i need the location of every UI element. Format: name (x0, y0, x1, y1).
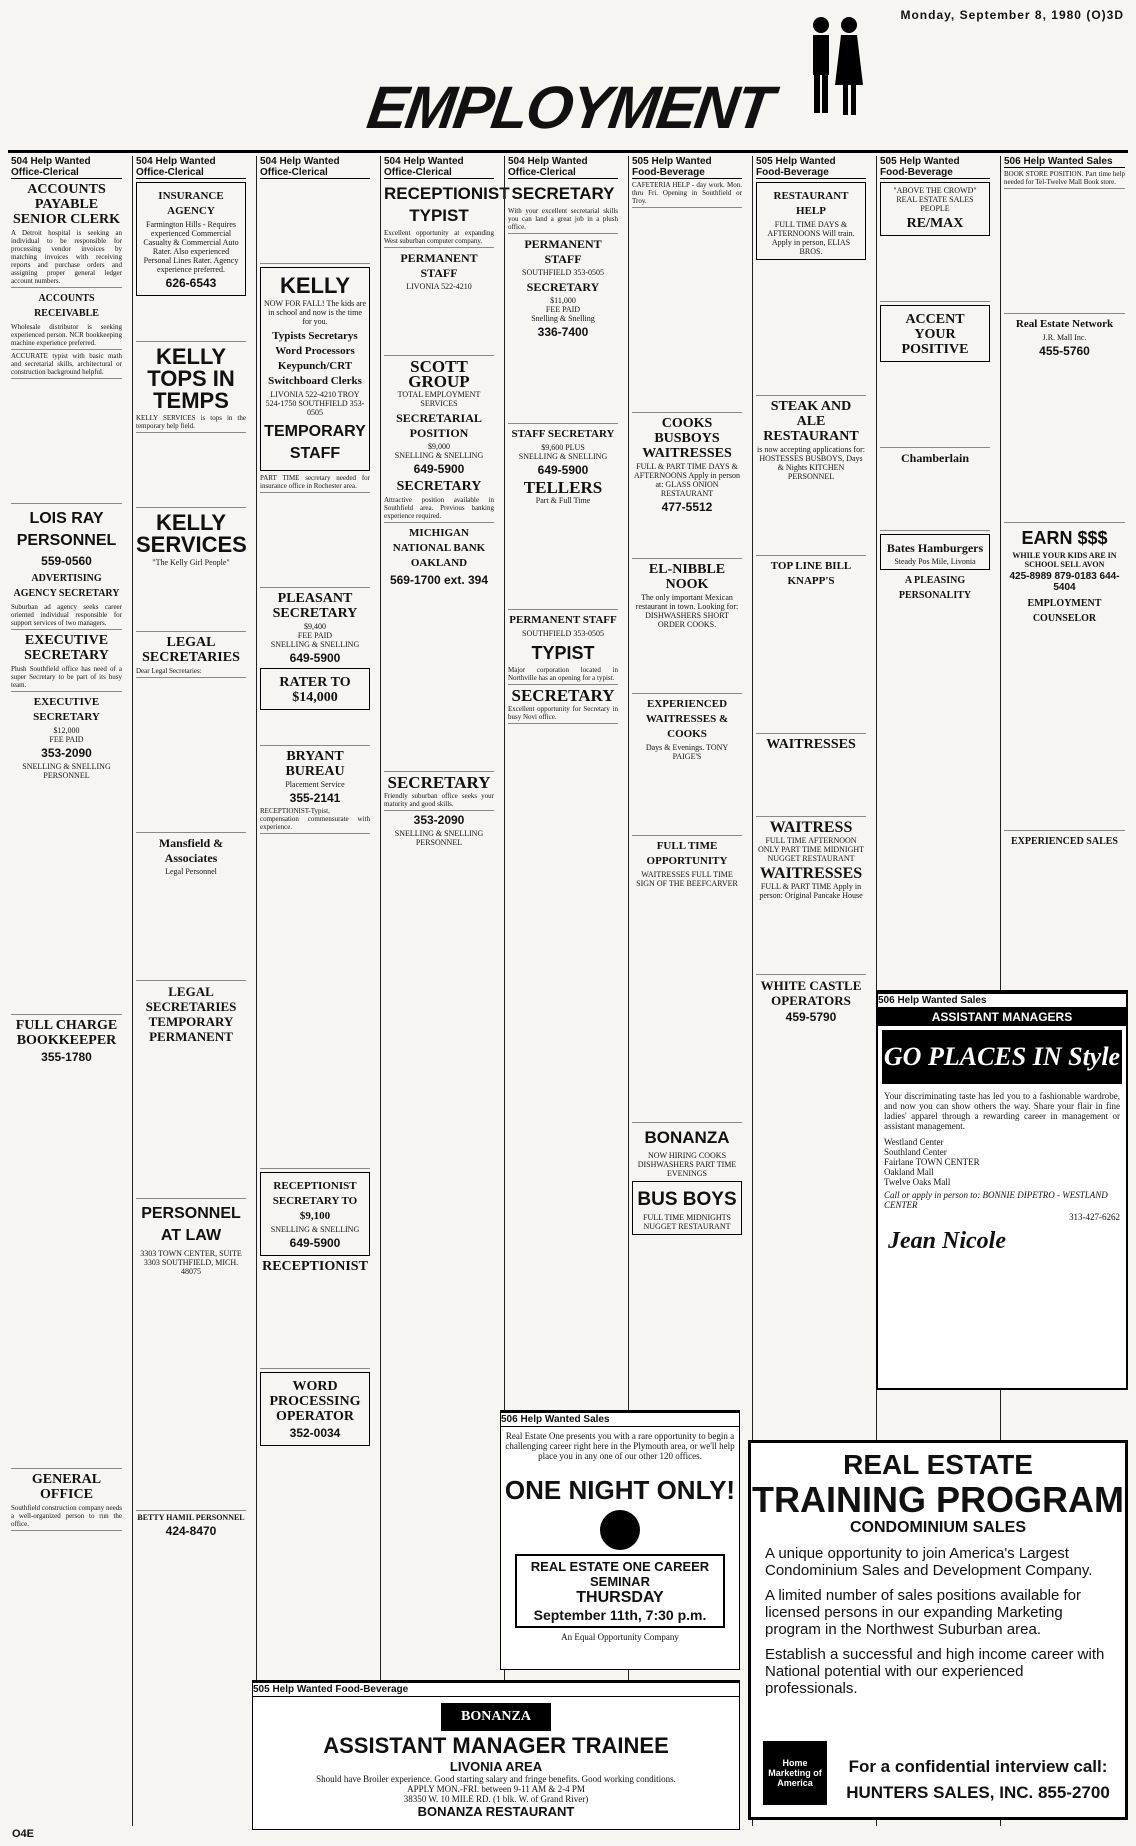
bonanza-logo: BONANZA (441, 1703, 551, 1731)
ad-body: NOW HIRING COOKS DISHWASHERS PART TIME EVENINGS (637, 1151, 737, 1178)
ad-title: KELLY TOPS IN TEMPS (147, 344, 235, 413)
ad-title: RESTAURANT HELP (773, 190, 849, 217)
ad-title: RECEPTIONIST (262, 1259, 368, 1274)
ad-body: LIVONIA 522-4210 TROY 524-1750 SOUTHFIELD 353-0505 (265, 390, 365, 417)
ad-title: SCOTT GROUP (408, 357, 470, 391)
column-heading: 505 Help Wanted Food-Beverage (880, 156, 990, 179)
ad-phone: 649-5900 (289, 1236, 341, 1250)
section-heading: 506 Help Wanted Sales (878, 992, 1126, 1008)
ad-title: SECRETARY (387, 773, 491, 792)
ad-phone: 353-2090 (413, 813, 465, 827)
ad-title: Bates Hamburgers (886, 541, 984, 555)
ad-body: Suburban ad agency seeks career oriented individual responsible for support services of two managers. (11, 603, 122, 630)
ad-title: SECRETARY (511, 686, 615, 705)
ad-phone: 649-5900 (289, 651, 341, 665)
ad-salary: $9,000 (428, 442, 450, 451)
column-heading: 504 Help Wanted Office-Clerical (11, 156, 122, 179)
ad-body: BETTY HAMIL PERSONNEL (137, 1513, 245, 1522)
ad-phone: 477-5512 (661, 500, 713, 514)
column-2 (132, 156, 249, 1826)
ad-phone: 352-0034 (289, 1426, 341, 1440)
ad-body: Excellent opportunity for Secretary in busy Novi office. (508, 705, 618, 724)
ad-title: PERMANENT STAFF (400, 251, 478, 280)
ad-title: PERMANENT STAFF (524, 237, 602, 266)
column-heading: 504 Help Wanted Office-Clerical (508, 156, 618, 179)
ad-title: FULL CHARGE BOOKKEEPER (15, 1018, 118, 1048)
masthead (360, 70, 780, 144)
ad-body: FULL & PART TIME DAYS & AFTERNOONS Apply in person at: GLASS ONION RESTAURANT (633, 462, 740, 498)
ad-title: ACCENT YOUR POSITIVE (901, 312, 969, 357)
ad-salary: $12,000 (53, 726, 80, 735)
ad-body: ACCURATE typist with basic math and secretarial skills, architectural or construction background helpful. (11, 352, 122, 379)
ad-body: SOUTHFIELD 353-0505 (522, 268, 604, 277)
ad-title: RECEPTIONIST TYPIST (384, 184, 510, 225)
ad-title: PERSONNEL AT LAW (141, 1205, 241, 1244)
ad-body: Plush Southfield office has need of a super Secretary to be part of its busy team. (11, 665, 122, 692)
ad-title: EMPLOYMENT COUNSELOR (1027, 598, 1102, 624)
ad-salary: $9,400 (304, 622, 326, 631)
location-item: Twelve Oaks Mall (884, 1177, 951, 1187)
ad-address: 38350 W. 10 MILE RD. (1 blk. W. of Grand River) (403, 1794, 589, 1804)
ad-title: MICHIGAN NATIONAL BANK OAKLAND (392, 527, 486, 569)
ad-title: LEGAL SECRETARIES (142, 635, 240, 665)
ad-body: PART TIME secretary needed for insurance office in Rochester area. (260, 474, 370, 493)
ad-title: BRYANT BUREAU (285, 749, 345, 779)
ad-headline: ASSISTANT MANAGERS (878, 1008, 1126, 1026)
ad-body: FULL TIME AFTERNOON ONLY PART TIME MIDNIGHT NUGGET RESTAURANT (757, 836, 865, 863)
ad-body (11, 381, 122, 504)
column-heading: 504 Help Wanted Office-Clerical (136, 156, 246, 179)
ad-phone: 336-7400 (537, 325, 589, 339)
edition-text: (O)3D (1086, 8, 1124, 22)
location-item: Southland Center (884, 1147, 947, 1157)
ad-body: Dear Legal Secretaries: (136, 667, 246, 678)
ad-body: Farmington Hills - Requires experienced Commercial Casualty & Commercial Auto Rater. Also experienced Personal Lines Rater. Agency experience preferred. (143, 220, 239, 274)
ad-title: BUS BOYS (637, 1189, 737, 1210)
ad-title: TRAINING PROGRAM (752, 1479, 1124, 1520)
ad-body: Your discriminating taste has led you to a fashionable wardrobe, and now you can show others the way. Share your flair in fine ladies' apparel through a rewarding career in management or assistant management. (884, 1091, 1120, 1131)
ad-phone: 455-5760 (1039, 344, 1090, 358)
ad-body: Should have Broiler experience. Good starting salary and fringe benefits. Good working conditions. (316, 1774, 676, 1784)
ad-contact: Call or apply in person to: BONNIE DIPETRO - WESTLAND CENTER (884, 1190, 1108, 1210)
real-estate-one-logo (600, 1510, 640, 1550)
column-heading: 505 Help Wanted Food-Beverage (756, 156, 866, 179)
ad-title: GENERAL OFFICE (31, 1472, 102, 1502)
page-code: O4E (12, 1828, 35, 1840)
ad-title: ASSISTANT MANAGER TRAINEE (323, 1733, 669, 1758)
location-item: Westland Center (884, 1137, 944, 1147)
ad-body: Major corporation located in Northville has an opening for a typist. (508, 666, 618, 685)
ad-title: A PLEASING PERSONALITY (898, 575, 972, 601)
ad-title: FULL TIME OPPORTUNITY (646, 840, 728, 867)
column-heading: 505 Help Wanted Food-Beverage (632, 156, 742, 179)
ad-title: KELLY SERVICES (136, 510, 247, 557)
ad-agency: SNELLING & SNELLING (518, 452, 608, 461)
ad-salary: $11,000 (550, 296, 576, 305)
ad-title: TOP LINE BILL KNAPP'S (770, 560, 852, 587)
ad-agency: SNELLING & SNELLING (270, 1225, 360, 1234)
ad-title: LOIS RAY PERSONNEL (16, 510, 117, 549)
ad-title: TELLERS (523, 478, 603, 497)
ad-title: WAITRESSES (759, 865, 863, 882)
real-estate-one-ad (500, 1410, 740, 1670)
ad-title: EXPERIENCED SALES (1011, 836, 1118, 847)
ad-body: TOTAL EMPLOYMENT SERVICES (397, 390, 481, 408)
ad-title: Typists Secretarys Word Processors Keypunch/CRT Switchboard Clerks (268, 330, 362, 387)
masthead-rule (8, 150, 1128, 153)
ad-title: WAITRESS (769, 819, 853, 836)
ad-title: PERMANENT STAFF (509, 614, 617, 626)
ad-note: Placement Service (285, 780, 345, 789)
ad-body: WAITRESSES FULL TIME SIGN OF THE BEEFCARVER (636, 870, 738, 888)
ad-body: J.R. Mall Inc. (1042, 333, 1087, 342)
ad-title: INSURANCE AGENCY (158, 190, 224, 217)
column-heading: 506 Help Wanted Sales (1004, 156, 1125, 168)
ad-title: ACCOUNTS PAYABLE SENIOR CLERK (13, 182, 120, 227)
ad-body: SOUTHFIELD 353-0505 (522, 629, 604, 638)
ad-body: RECEPTIONIST-Typist, compensation commensurate with experience. (260, 807, 370, 834)
ad-body: FULL TIME MIDNIGHTS NUGGET RESTAURANT (643, 1213, 731, 1231)
ad-title: STAFF SECRETARY (511, 428, 615, 440)
section-heading: 506 Help Wanted Sales (501, 1411, 739, 1427)
home-marketing-logo: Home Marketing of America (763, 1741, 827, 1805)
store-logo: Jean Nicole (888, 1228, 1006, 1254)
ad-phone: 649-5900 (413, 462, 465, 476)
ad-title: WAITRESSES (766, 737, 856, 752)
column-heading: 504 Help Wanted Office-Clerical (260, 156, 370, 179)
ad-title: RECEPTIONIST SECRETARY TO $9,100 (272, 1180, 358, 1222)
ad-headline: ONE NIGHT ONLY! (504, 1475, 736, 1505)
ad-body: FULL & PART TIME Apply in person: Original Pancake House (759, 882, 863, 900)
ad-note: FEE PAID (545, 305, 581, 314)
date-line (900, 8, 1124, 22)
ad-paragraph: A limited number of sales positions available for licensed persons in our expanding Marketing program in the Northwest Suburban area. (765, 1587, 1081, 1638)
ad-title: WORD PROCESSING OPERATOR (269, 1379, 361, 1424)
column-4 (380, 156, 510, 1826)
ad-phone: 353-2090 (41, 746, 92, 760)
date-text: Monday, September 8, 1980 (900, 8, 1082, 22)
ad-footer: An Equal Opportunity Company (561, 1632, 679, 1642)
ad-phone: 355-1780 (41, 1050, 92, 1064)
ad-note: FEE PAID (49, 735, 84, 744)
location-item: Oakland Mall (884, 1167, 934, 1177)
ad-body: KELLY SERVICES is tops in the temporary help field. (136, 414, 246, 433)
ad-note: FEE PAID (297, 631, 333, 640)
masthead-title: EMPLOYMENT (363, 73, 777, 141)
ad-title: EL-NIBBLE NOOK (648, 562, 726, 592)
seminar-title: REAL ESTATE ONE CAREER SEMINAR (530, 1559, 710, 1589)
ad-title: Real Estate Network (1015, 318, 1114, 330)
jean-nicole-ad (876, 990, 1128, 1390)
seminar-date: September 11th, 7:30 p.m. (533, 1607, 707, 1623)
ad-body: BOOK STORE POSITION. Part time help needed for Tel-Twelve Mall Book store. (1004, 170, 1125, 189)
ad-subtitle: CONDOMINIUM SALES (850, 1519, 1026, 1536)
ad-agency: SNELLING & SNELLING PERSONNEL (22, 762, 111, 780)
ad-note: "The Kelly Girl People" (152, 558, 230, 567)
ad-title: RE/MAX (906, 216, 964, 231)
ad-title: EXPERIENCED WAITRESSES & COOKS (645, 698, 729, 740)
ad-body: LIVONIA 522-4210 (406, 282, 472, 291)
ad-title: EXECUTIVE SECRETARY (33, 696, 100, 723)
ad-title: ACCOUNTS RECEIVABLE (34, 293, 99, 319)
ad-apply: APPLY MON.-FRI. between 9-11 AM & 2-4 PM (407, 1784, 585, 1794)
column-1 (8, 156, 125, 1826)
column-heading: 504 Help Wanted Office-Clerical (384, 156, 494, 179)
ad-phone: 649-5900 (537, 463, 589, 477)
ad-title: STEAK AND ALE RESTAURANT (763, 399, 859, 444)
ad-title: SECRETARY (511, 184, 615, 203)
ad-body: With your excellent secretarial skills you can land a great job in a plush office. (508, 207, 618, 234)
ad-company: HUNTERS SALES, INC. 855-2700 (846, 1783, 1110, 1802)
ad-title: EARN $$$ (1021, 528, 1108, 548)
ad-name: BONANZA RESTAURANT (417, 1804, 575, 1819)
ad-title: Mansfield & Associates (158, 836, 224, 865)
ad-title: RATER TO $14,000 (279, 675, 351, 705)
ad-body: "ABOVE THE CROWD" REAL ESTATE SALES PEOPLE (893, 186, 977, 213)
column-3 (256, 156, 373, 1826)
ad-body: CAFETERIA HELP - day work. Mon. thru Fri. Opening in Southfield or Troy. (632, 181, 742, 208)
ad-title: SECRETARIAL POSITION (396, 411, 482, 440)
ad-body: Attractive position available in Southfield area. Previous banking experience required. (384, 496, 494, 523)
ad-phone: 626-6543 (165, 276, 217, 290)
ad-phone: 459-5790 (785, 1010, 837, 1024)
ad-phone: 424-8470 (165, 1524, 217, 1538)
ad-body: is now accepting applications for: HOSTESSES BUSBOYS, Days & Nights KITCHEN PERSONNEL (757, 445, 865, 481)
ad-note: Part & Full Time (535, 496, 591, 505)
ad-agency: SNELLING & SNELLING (270, 640, 360, 649)
ad-salary: $9,600 PLUS (541, 443, 585, 452)
ad-body: Excellent opportunity at expanding West suburban computer company. (384, 229, 494, 248)
ad-title: Chamberlain (900, 451, 969, 465)
ad-body: NOW FOR FALL! The kids are in school and now is the time for you. (264, 299, 366, 326)
ad-title: SECRETARY (526, 280, 600, 294)
ad-phone: 355-2141 (289, 791, 341, 805)
ad-phone: 559-0560 (41, 554, 92, 568)
ad-cta: For a confidential interview call: (848, 1757, 1108, 1776)
ad-slogan: GO PLACES IN Style (882, 1030, 1122, 1084)
ad-agency: SNELLING & SNELLING PERSONNEL (394, 829, 484, 847)
ad-title: PLEASANT SECRETARY (272, 591, 358, 621)
ad-body: Real Estate One presents you with a rare opportunity to begin a challenging career right here in the Plymouth area, or we'll help place you in any one of our other 120 offices. (505, 1431, 735, 1461)
ad-body: A Detroit hospital is seeking an individual to be responsible for processing vendor invoices by matching invoices with receiving reports and purchase orders and assigning proper general ledger account numbers. (11, 229, 122, 288)
ad-agency: SNELLING & SNELLING (394, 451, 484, 460)
ad-body: The only important Mexican restaurant in town. Looking for: DISHWASHERS SHORT ORDER COOKS. (635, 593, 739, 629)
ad-agency: Snelling & Snelling (531, 314, 595, 323)
bonanza-ad (252, 1680, 740, 1830)
ad-phone: 425-8989 879-0183 644-5404 (1009, 571, 1120, 593)
ad-body: Wholesale distributor is seeking experienced person. NCR bookkeeping machine experience preferred. (11, 323, 122, 350)
ad-title: TEMPORARY STAFF (264, 423, 366, 462)
ad-title: EXECUTIVE SECRETARY (24, 633, 109, 663)
ad-body: Southfield construction company needs a well-organized person to run the office. (11, 1504, 122, 1531)
ad-location: LIVONIA AREA (449, 1759, 543, 1774)
seminar-day: THURSDAY (576, 1589, 664, 1606)
ad-body: 3303 TOWN CENTER, SUITE 3303 SOUTHFIELD, MICH. 48075 (140, 1249, 242, 1276)
ad-body: Friendly suburban office seeks your maturity and good skills. (384, 792, 494, 811)
ad-title: LEGAL SECRETARIES TEMPORARY PERMANENT (145, 984, 237, 1044)
ad-title: KELLY (279, 273, 351, 298)
location-list (878, 1134, 1126, 1190)
ad-phone: 313-427-6262 (1069, 1212, 1120, 1222)
ad-title: TYPIST (531, 643, 595, 663)
ad-body: Steady Pos Mile, Livonia (894, 557, 976, 566)
ad-title: COOKS BUSBOYS WAITRESSES (642, 416, 732, 461)
ad-paragraph: A unique opportunity to join America's Largest Condominium Sales and Development Company. (765, 1545, 1093, 1579)
ad-title: BONANZA (644, 1128, 730, 1147)
man-woman-icon (805, 15, 865, 143)
location-item: Fairlane TOWN CENTER (884, 1157, 980, 1167)
section-heading: 505 Help Wanted Food-Beverage (253, 1681, 739, 1697)
ad-body: FULL TIME DAYS & AFTERNOONS Will train. Apply in person, ELIAS BROS. (767, 220, 855, 256)
ad-title: REAL ESTATE (843, 1449, 1033, 1480)
ad-note: Legal Personnel (165, 867, 217, 876)
ad-body: Days & Evenings. TONY PAIGE'S (645, 743, 729, 761)
ad-title: WHITE CASTLE OPERATORS (760, 978, 862, 1008)
ad-phone: 569-1700 ext. 394 (389, 573, 489, 587)
ad-title: SECRETARY (396, 479, 482, 494)
ad-paragraph: Establish a successful and high income career with National potential with our experienced professionals. (765, 1646, 1105, 1697)
ad-title: ADVERTISING AGENCY SECRETARY (13, 573, 120, 599)
training-program-ad (748, 1440, 1128, 1820)
ad-body: WHILE YOUR KIDS ARE IN SCHOOL SELL AVON (1012, 551, 1117, 569)
